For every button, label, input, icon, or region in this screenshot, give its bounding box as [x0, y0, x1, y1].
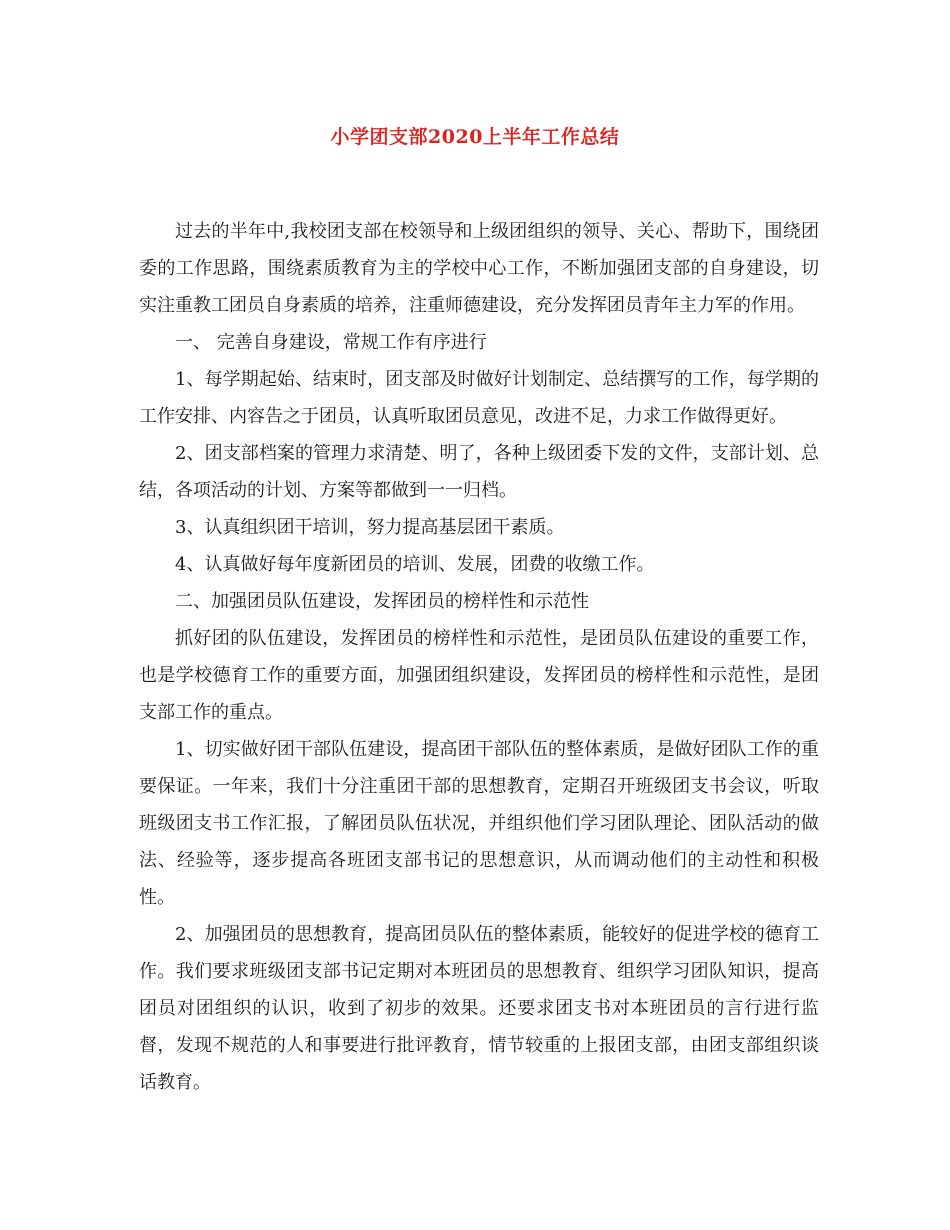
paragraph-intro: 过去的半年中,我校团支部在校领导和上级团组织的领导、关心、帮助下，围绕团委的工作思路，围绕素质教育为主的学校中心工作，不断加强团支部的自身建设，切实注重教工团员自身素质的培养，注重师德建设，充分发挥团员青年主力军的作用。 [139, 221, 819, 316]
paragraph-2-2: 2、加强团员的思想教育，提高团员队伍的整体素质，能较好的促进学校的德育工作。我们要求班级团支部书记定期对本班团员的思想教育、组织学习团队知识，提高团员对团组织的认识，收到了初步的效果。还要求团支书对本班团员的言行进行监督，发现不规范的人和事要进行批评教育，情节较重的上报团支部，由团支部组织谈话教育。 [139, 924, 819, 1093]
document-title: 小学团支部2020上半年工作总结 [330, 126, 620, 148]
document-body [139, 213, 819, 1101]
section-heading-2: 二、加强团员队伍建设，发挥团员的榜样性和示范性 [175, 591, 589, 612]
paragraph-1-4: 4、认真做好每年度新团员的培训、发展，团费的收缴工作。 [175, 554, 655, 575]
paragraph-2-1: 1、切实做好团干部队伍建设，提高团干部队伍的整体素质，是做好团队工作的重要保证。一年来，我们十分注重团干部的思想教育，定期召开班级团支书会议，听取班级团支书工作汇报，了解团员队伍状况，并组织他们学习团队理论、团队活动的做法、经验等，逐步提高各班团支部书记的思想意识，从而调动他们的主动性和积极性。 [139, 739, 819, 908]
paragraph-1-2: 2、团支部档案的管理力求清楚、明了，各种上级团委下发的文件，支部计划、总结，各项活动的计划、方案等都做到一一归档。 [139, 443, 819, 501]
paragraph-1-3: 3、认真组织团干培训，努力提高基层团干素质。 [175, 517, 565, 538]
paragraph-1-1: 1、每学期起始、结束时，团支部及时做好计划制定、总结撰写的工作，每学期的工作安排、内容告之于团员，认真听取团员意见，改进不足，力求工作做得更好。 [139, 369, 819, 427]
section-heading-1: 一、 完善自身建设，常规工作有序进行 [175, 332, 487, 353]
paragraph-2-intro: 抓好团的队伍建设，发挥团员的榜样性和示范性，是团员队伍建设的重要工作，也是学校德育工作的重要方面，加强团组织建设，发挥团员的榜样性和示范性，是团支部工作的重点。 [139, 628, 819, 723]
